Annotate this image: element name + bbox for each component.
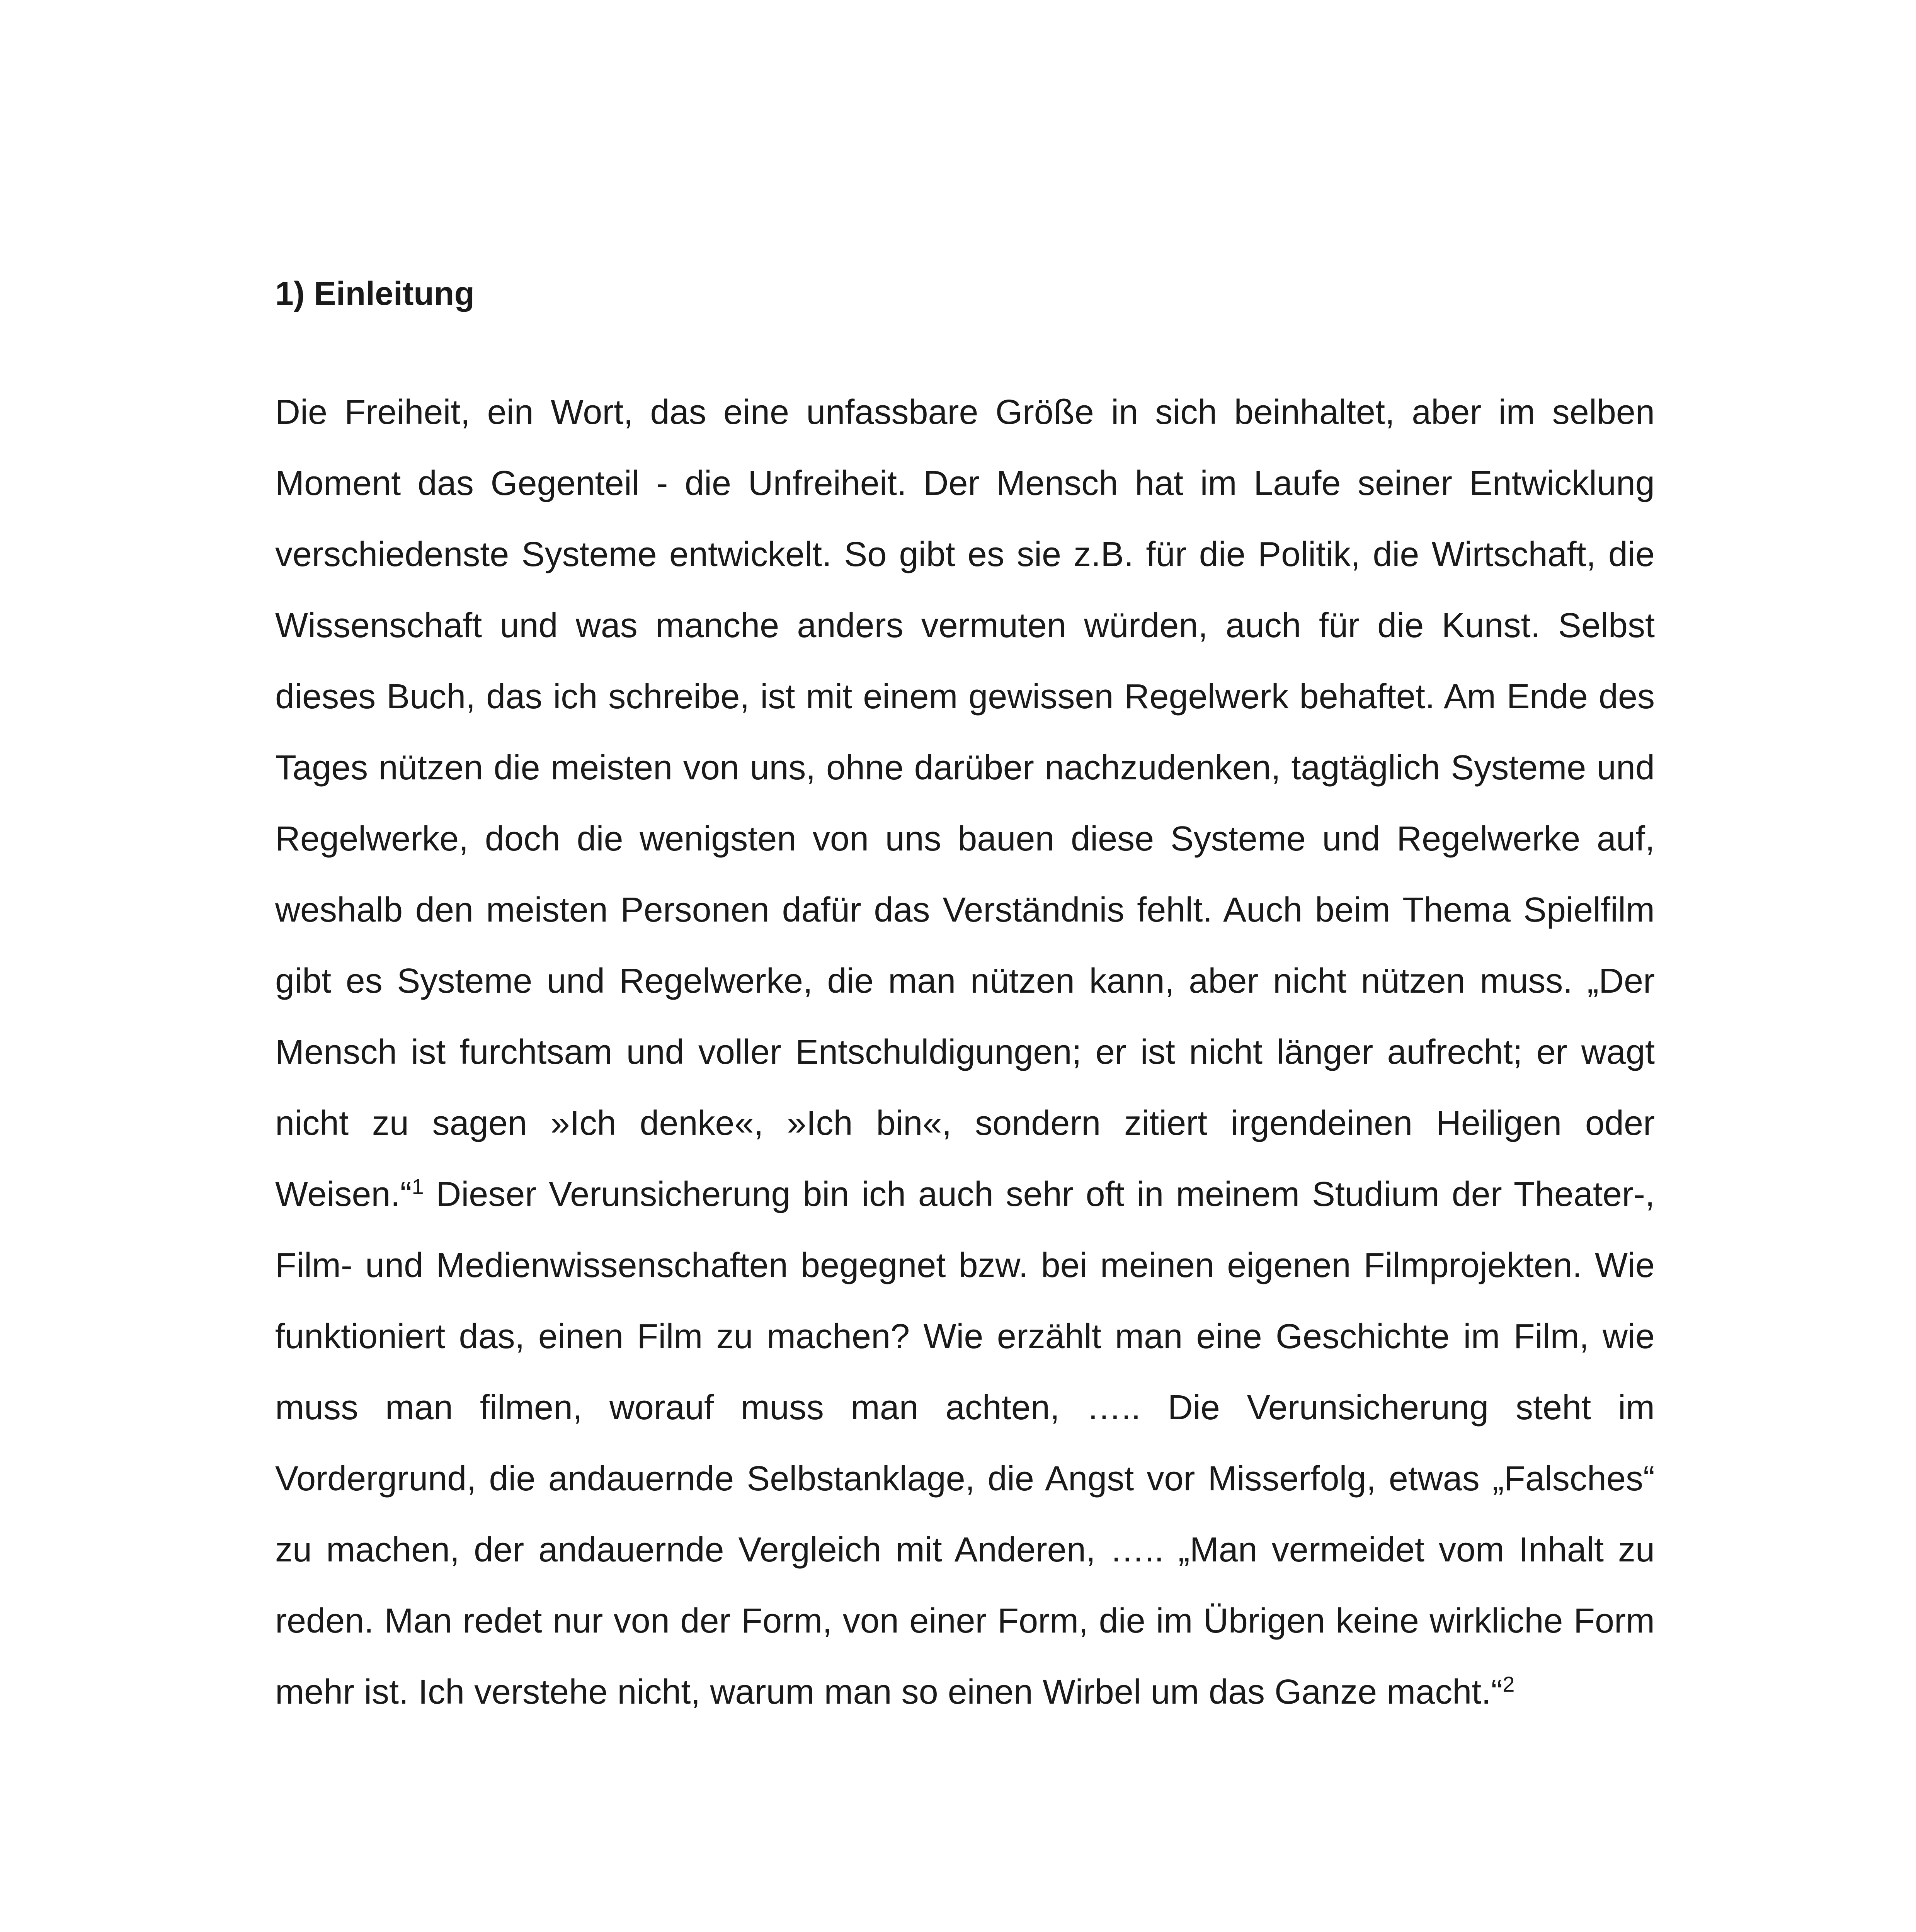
body-text-part-1: Die Freiheit, ein Wort, das eine unfassbare Größe in sich beinhaltet, aber im selben Moment das Gegenteil - die Unfreiheit. Der Mensch hat im Laufe seiner Entwicklung verschiedenste Systeme entwickelt. So gibt es sie z.B. für die Politik, die Wirtschaft, die Wissenschaft und was manche anders vermuten würden, auch für die Kunst. Selbst dieses Buch, das ich schreibe, ist mit einem gewissen Regelwerk behaftet. Am Ende des Tages nützen die meisten von uns, ohne darüber nachzudenken, tagtäglich Systeme und Regelwerke, doch die wenigsten von uns bauen diese Systeme und Regelwerke auf, weshalb den meisten Personen dafür das Verständnis fehlt. Auch beim Thema Spielfilm gibt es Systeme und Regelwerke, die man nützen kann, aber nicht nützen muss. „Der Mensch ist furchtsam und voller Entschuldigungen; er ist nicht länger aufrecht; er wagt nicht zu sagen »Ich denke«, »Ich bin«, sondern zitiert irgendeinen Heiligen oder Weisen.“ — [275, 393, 1655, 1214]
chapter-heading: 1) Einleitung — [275, 275, 475, 312]
footnote-ref-2: 2 — [1503, 1672, 1515, 1696]
body-paragraph — [275, 377, 1655, 1728]
body-text-part-2: Dieser Verunsicherung bin ich auch sehr oft in meinem Studium der Theater-, Film- und Medienwissenschaften begegnet bzw. bei meinen eigenen Filmprojekten. Wie funktioniert das, einen Film zu machen? Wie erzählt man eine Geschichte im Film, wie muss man filmen, worauf muss man achten, ….. Die Verunsicherung steht im Vordergrund, die andauernde Selbstanklage, die Angst vor Misserfolg, etwas „Falsches“ zu machen, der andauernde Vergleich mit Anderen, ….. „Man vermeidet vom Inhalt zu reden. Man redet nur von der Form, von einer Form, die im Übrigen keine wirkliche Form mehr ist. Ich verstehe nicht, warum man so einen Wirbel um das Ganze macht.“ — [275, 1175, 1655, 1711]
footnote-ref-1: 1 — [412, 1174, 424, 1199]
